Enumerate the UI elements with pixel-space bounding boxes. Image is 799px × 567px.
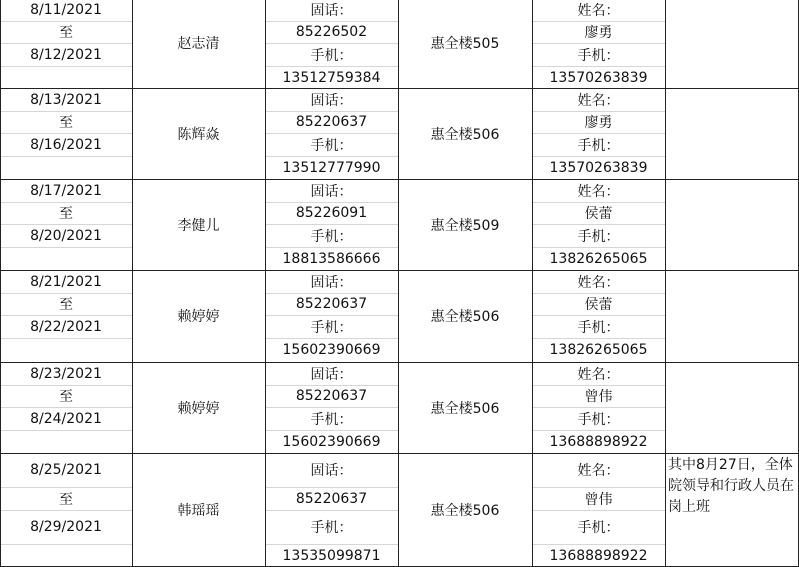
date-end: 8/20/2021	[30, 227, 102, 244]
mobile-number: 15602390669	[282, 341, 381, 358]
duty-person-name: 李健儿	[177, 217, 220, 234]
mobile-label: 手机：	[310, 137, 353, 154]
phone-number: 85220637	[295, 490, 368, 507]
mobile-number: 13512777990	[282, 159, 381, 176]
contact-name-label: 姓名：	[577, 366, 620, 383]
phone-label: 固话：	[310, 463, 353, 479]
location: 惠全楼505	[430, 36, 500, 52]
contact-name-label: 姓名：	[577, 463, 620, 479]
phone-number: 85226091	[295, 205, 368, 221]
contact-mobile-number: 13826265065	[549, 341, 648, 358]
phone-label: 固话：	[310, 92, 353, 109]
date-separator: 至	[59, 389, 73, 405]
contact-mobile-label: 手机：	[577, 319, 620, 336]
date-end: 8/16/2021	[30, 136, 102, 153]
location: 惠全楼506	[430, 502, 500, 519]
duty-person-name: 赖婷婷	[177, 309, 220, 325]
column-border	[132, 0, 133, 567]
column-border	[532, 0, 533, 567]
mobile-label: 手机：	[310, 319, 353, 336]
contact-name-label: 姓名：	[577, 274, 620, 291]
column-border	[0, 0, 1, 567]
row-divider	[1, 66, 132, 67]
phone-number: 85226502	[295, 24, 368, 40]
column-border	[398, 0, 399, 567]
date-separator: 至	[59, 25, 73, 41]
row-divider	[1, 430, 132, 431]
row-border	[0, 179, 799, 180]
contact-name: 廖勇	[584, 25, 613, 41]
mobile-label: 手机：	[310, 411, 353, 428]
location: 惠全楼506	[430, 400, 500, 417]
mobile-number: 13535099871	[282, 547, 381, 564]
date-end: 8/12/2021	[30, 46, 102, 63]
date-end: 8/24/2021	[30, 410, 102, 427]
contact-mobile-label: 手机：	[577, 137, 620, 154]
contact-name: 曾伟	[584, 389, 613, 405]
row-divider	[1, 247, 132, 248]
row-divider	[1, 156, 132, 157]
phone-label: 固话：	[310, 274, 353, 291]
contact-mobile-number: 13826265065	[549, 250, 648, 267]
mobile-label: 手机：	[310, 228, 353, 245]
date-start: 8/11/2021	[30, 1, 102, 18]
contact-name: 侯蕾	[584, 206, 613, 222]
mobile-label: 手机：	[310, 520, 353, 536]
row-border	[0, 88, 799, 89]
contact-name-label: 姓名：	[577, 92, 620, 109]
row-border	[0, 270, 799, 271]
duty-person-name: 陈辉焱	[177, 126, 220, 143]
phone-label: 固话：	[310, 183, 353, 200]
row-note: 其中8月27日，全体院领导和行政人员在岗上班	[668, 457, 794, 515]
phone-label: 固话：	[310, 366, 353, 383]
mobile-number: 15602390669	[282, 433, 381, 450]
date-separator: 至	[59, 206, 73, 222]
duty-person-name: 赖婷婷	[177, 400, 220, 417]
row-divider	[1, 544, 132, 545]
contact-mobile-number: 13570263839	[549, 69, 648, 86]
date-start: 8/23/2021	[30, 365, 102, 382]
phone-label: 固话：	[310, 2, 353, 19]
mobile-label: 手机：	[310, 47, 353, 64]
column-border	[665, 0, 666, 567]
duty-person-name: 赵志清	[177, 36, 220, 52]
contact-mobile-number: 13688898922	[549, 433, 648, 450]
phone-number: 85220637	[295, 296, 368, 312]
date-start: 8/21/2021	[30, 273, 102, 290]
mobile-number: 13512759384	[282, 69, 381, 86]
row-border	[0, 453, 799, 454]
duty-person-name: 韩瑶瑶	[177, 502, 220, 519]
location: 惠全楼506	[430, 126, 500, 143]
contact-name: 曾伟	[584, 491, 613, 508]
phone-number: 85220637	[295, 114, 368, 130]
mobile-number: 18813586666	[282, 250, 381, 267]
date-end: 8/29/2021	[30, 519, 102, 535]
location: 惠全楼509	[430, 217, 500, 234]
date-separator: 至	[59, 297, 73, 313]
row-divider	[1, 338, 132, 339]
contact-name-label: 姓名：	[577, 2, 620, 19]
contact-mobile-label: 手机：	[577, 520, 620, 536]
date-start: 8/25/2021	[30, 462, 102, 478]
phone-number: 85220637	[295, 388, 368, 404]
contact-mobile-label: 手机：	[577, 228, 620, 245]
contact-name-label: 姓名：	[577, 183, 620, 200]
location: 惠全楼506	[430, 309, 500, 325]
contact-mobile-label: 手机：	[577, 411, 620, 428]
date-start: 8/17/2021	[30, 182, 102, 199]
contact-name: 侯蕾	[584, 297, 613, 313]
date-end: 8/22/2021	[30, 318, 102, 335]
date-start: 8/13/2021	[30, 91, 102, 108]
row-border	[0, 362, 799, 363]
contact-mobile-number: 13688898922	[549, 547, 648, 564]
date-separator: 至	[59, 115, 73, 131]
contact-name: 廖勇	[584, 115, 613, 131]
column-border	[265, 0, 266, 567]
contact-mobile-number: 13570263839	[549, 159, 648, 176]
date-separator: 至	[59, 491, 73, 508]
contact-mobile-label: 手机：	[577, 47, 620, 64]
